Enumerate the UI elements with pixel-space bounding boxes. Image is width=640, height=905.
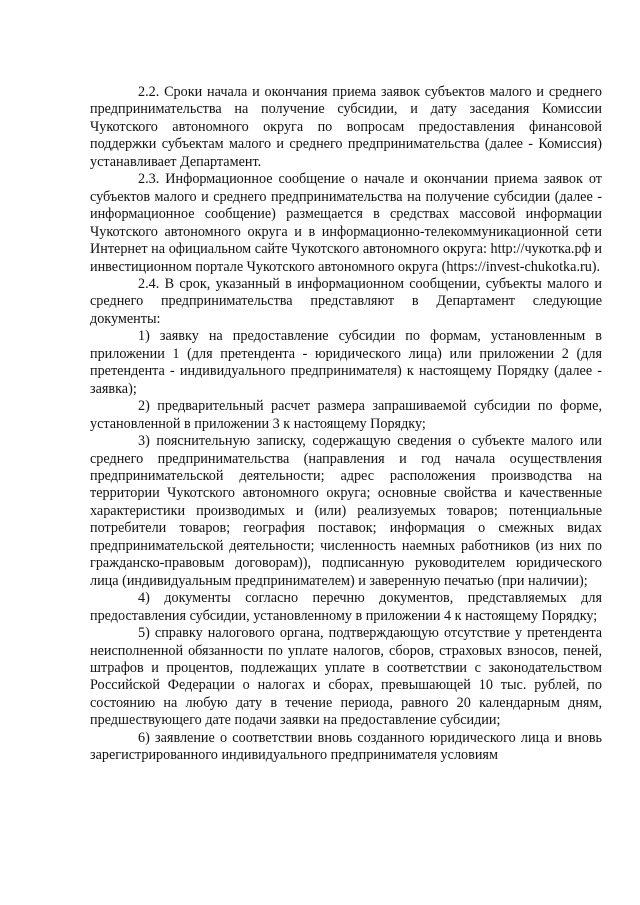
paragraph-2-2: 2.2. Сроки начала и окончания приема заявок субъектов малого и среднего предпринимательства на получение субсидии, и дату заседания Комиссии Чукотского автономного округа по вопросам предоставления финансовой поддержки субъектам малого и среднего предпринимательства (далее - Комиссия) устанавливает Департамент. <box>90 84 602 170</box>
paragraph-2-4: 2.4. В срок, указанный в информационном сообщении, субъекты малого и среднего предпринимательства представляют в Департамент следующие документы: <box>90 275 602 327</box>
list-item-5: 5) справку налогового органа, подтверждающую отсутствие у претендента неисполненной обязанности по уплате налогов, сборов, страховых взносов, пеней, штрафов и процентов, подлежащих уплате в соответствии с законодательством Российской Федерации о налогах и сборах, превышающей 10 тыс. рублей, по состоянию на любую дату в течение периода, равного 20 календарным дням, предшествующего дате подачи заявки на предоставление субсидии; <box>90 625 602 729</box>
list-item-6: 6) заявление о соответствии вновь созданного юридического лица и вновь зарегистрированного индивидуального предпринимателя условиям <box>90 729 602 764</box>
list-item-2: 2) предварительный расчет размера запрашиваемой субсидии по форме, установленной в приложении 3 к настоящему Порядку; <box>90 398 602 432</box>
document-page <box>90 84 602 765</box>
list-item-1: 1) заявку на предоставление субсидии по формам, установленным в приложении 1 (для претендента - юридического лица) или приложении 2 (для претендента - индивидуального предпринимателя) к настоящему Порядку (далее - заявка); <box>90 328 602 397</box>
list-item-3: 3) пояснительную записку, содержащую сведения о субъекте малого или среднего предпринимательства (направления и год начала осуществления предпринимательской деятельности; адрес расположения производства на территории Чукотского автономного округа; основные свойства и качественные характеристики производимых и (или) реализуемых товаров; потенциальные потребители товаров; география поставок; информация о смежных видах предпринимательской деятельности; численность наемных работников (из них по гражданско-правовым договорам)), подписанную руководителем юридического лица (индивидуальным предпринимателем) и заверенную печатью (при наличии); <box>90 433 602 589</box>
paragraph-2-3: 2.3. Информационное сообщение о начале и окончании приема заявок от субъектов малого и среднего предпринимательства на получение субсидии (далее - информационное сообщение) размещается в средствах массовой информации Чукотского автономного округа и в информационно-телекоммуникационной сети Интернет на официальном сайте Чукотского автономного округа: http://чукотка.рф и инвестиционном портале Чукотского автономного округа (https://invest-chukotka.ru). <box>90 171 602 275</box>
list-item-4: 4) документы согласно перечню документов, представляемых для предоставления субсидии, установленному в приложении 4 к настоящему Порядку; <box>90 590 602 624</box>
